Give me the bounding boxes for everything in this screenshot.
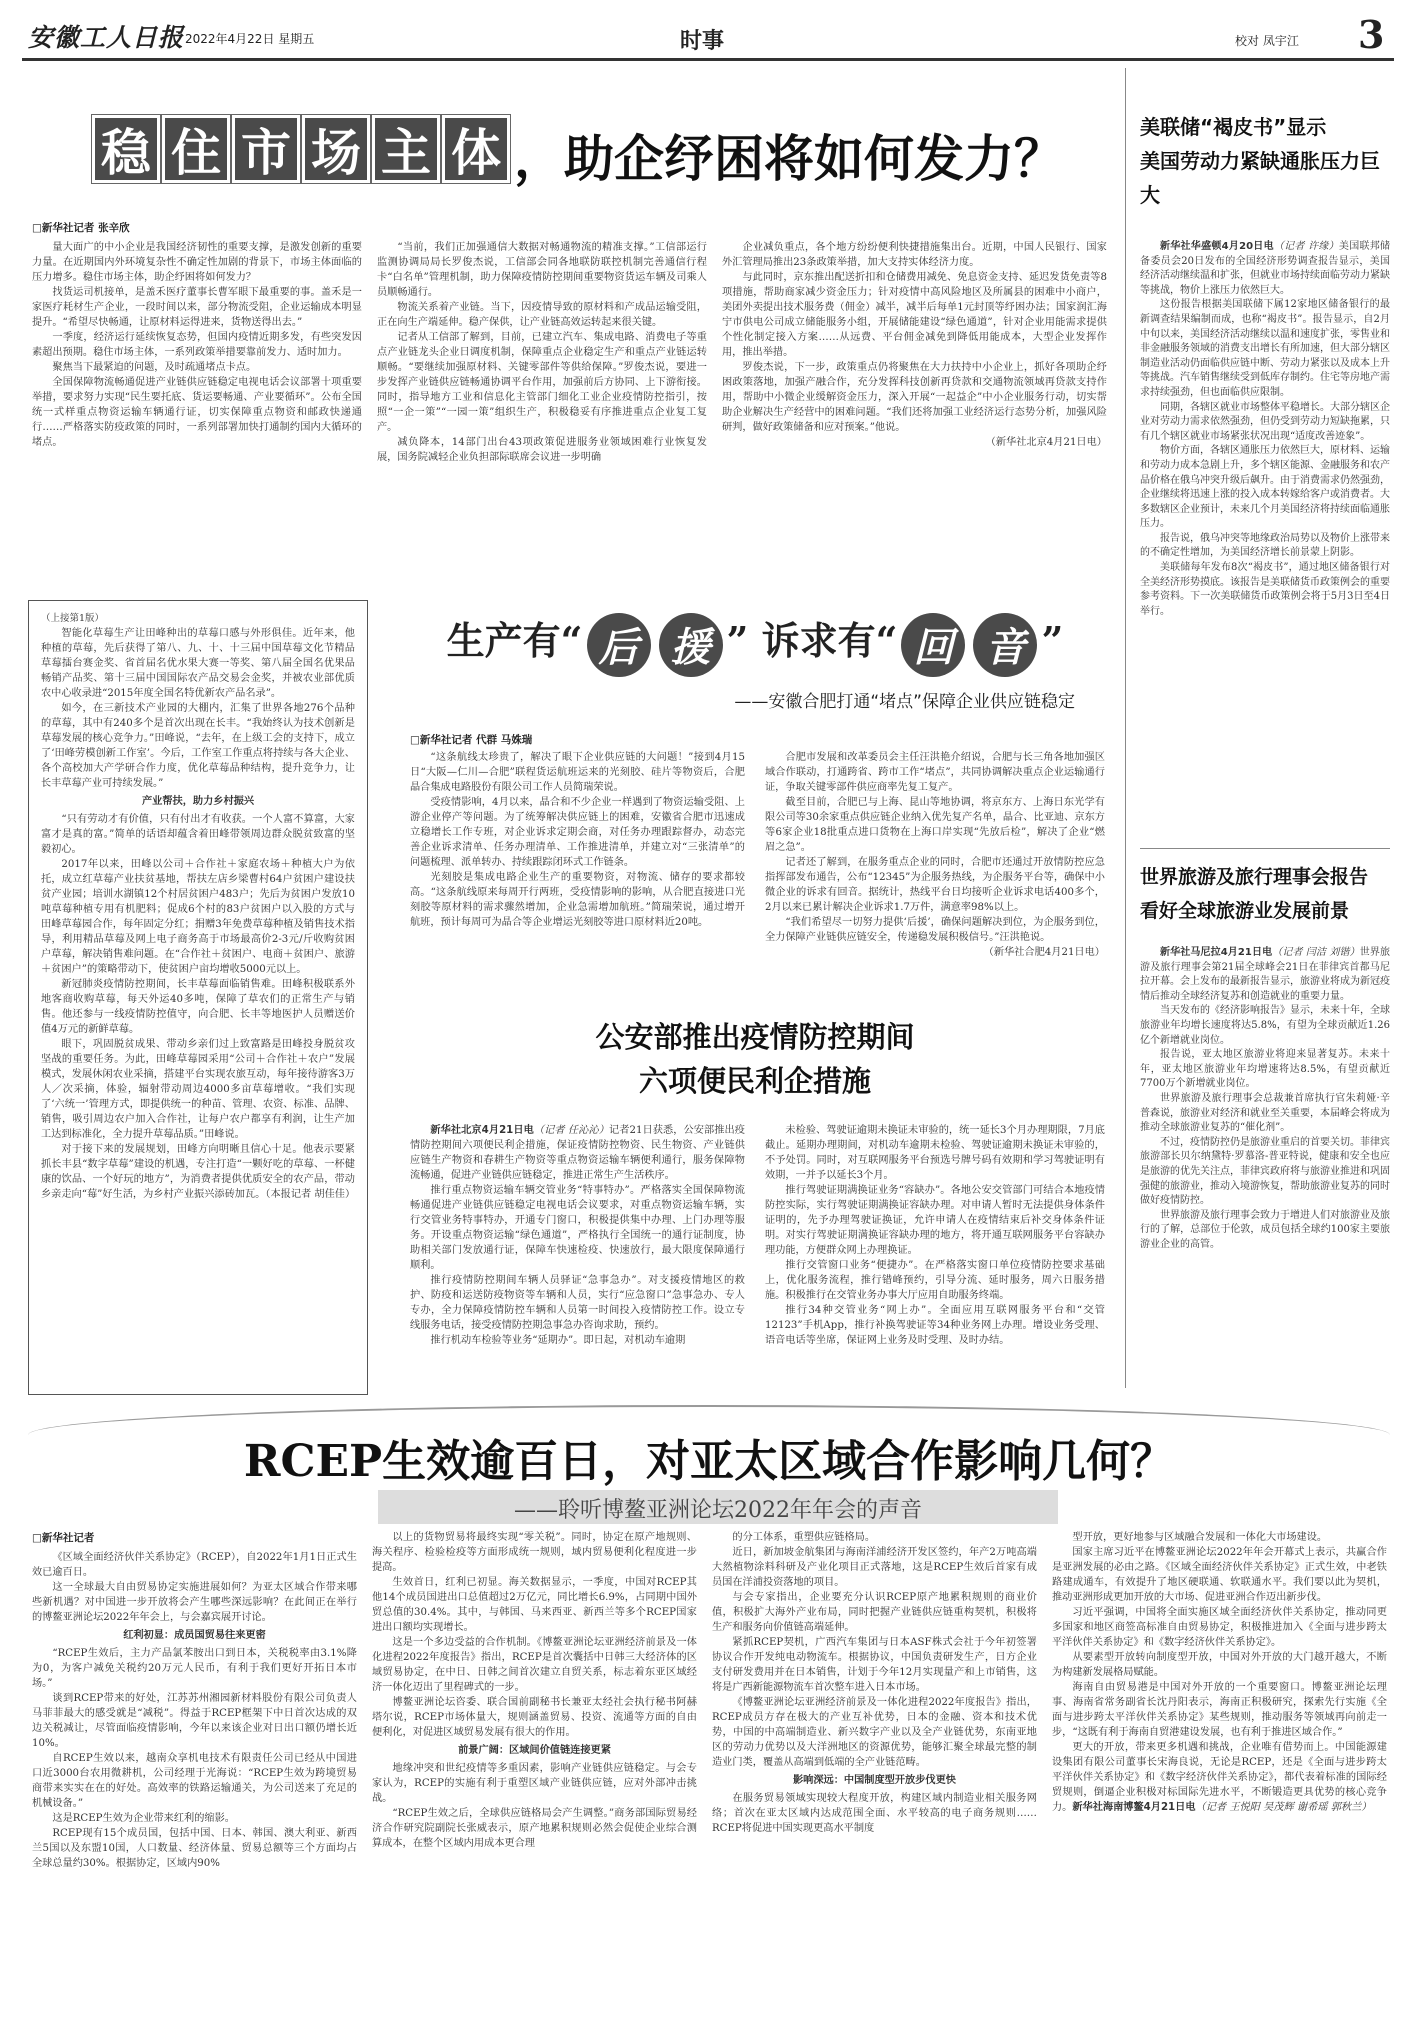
article-hefei-supply-chain: [395, 600, 1115, 1000]
column-divider: [1125, 68, 1126, 1388]
column-1: “这条航线太珍贵了，解决了眼下企业供应链的大问题！”接到4月15日“大阪—仁川—合肥”联程货运航班运来的光刻胶、硅片等物资后，合肥晶合集成电路股份有限公司工作人员简瑞荣说。 受疫情影响，4月以来，晶合和不少企业一样遇到了物资运输受阻、上游企业停产等问题。为了统筹解决供应链上的困难，安徽省合肥市迅速成立稳增长工作专班，对企业诉求定期会商，对任务办理跟踪督办，动态完善企业诉求清单、任务办理清单、工作推进清单，并建立对“三张清单”的问题梳理、派单转办、持续跟踪闭环式工作链条。 光刻胶是集成电路企业生产的重要物资，对物流、储存的要求都较高。“这条航线原来每周开行两班，受疫情影响的影响，从合肥直接进口光刻胶等原材料的需求骤然增加，企业急需增加航班。”简瑞荣说，通过增开航班，预计每周可为晶合等企业增运光刻胶等进口原材料近20吨。: [410, 752, 745, 928]
byline: □新华社记者 张辛欣: [32, 222, 130, 234]
article-world-tourism: [1140, 860, 1390, 1385]
title-box-2: 住: [162, 115, 230, 183]
issue-date: 2022年4月22日 星期五: [185, 32, 315, 46]
headline: 世界旅游及旅行理事会报告 看好全球旅游业发展前景: [1140, 866, 1369, 922]
headline: [32, 95, 1112, 195]
title-box-3: 市: [232, 115, 300, 183]
section-rule: [1140, 848, 1390, 849]
article-fed-beige-book: [1140, 110, 1390, 830]
article-body: 新华社马尼拉4月21日电（记者 闫洁 刘锴）世界旅游及旅行理事会第21届全球峰会21日在菲律宾首都马尼拉开幕。会上发布的最新报告显示，旅游业将成为新冠疫情后推动全球经济复苏和创造就业的重要力量。 当天发布的《经济影响报告》显示，未来十年，全球旅游业年均增长速度将达5.8%，有望为全球贡献近1.26亿个新增就业岗位。 报告说，亚太地区旅游业将迎来显著复苏。未来十年，亚太地区旅游业年均增速将达8.5%，有望贡献近7700万个新增就业岗位。 世界旅游及旅行理事会总裁兼首席执行官朱莉娅·辛普森说，旅游业对经济和就业至关重要，本届峰会将成为推动全球旅游业复苏的“催化剂”。 不过，疫情防控仍是旅游业重启的首要关切。菲律宾旅游部长贝尔纳黛特·罗慕洛-普亚特说，健康和安全也应是旅游的优先关注点，菲律宾政府将与旅游业推进和巩固强健的旅游业，推动入境游恢复，帮助旅游业复苏的同时做好疫情防控。 世界旅游及旅行理事会致力于增进人们对旅游业及旅行的了解，总部位于伦敦，成员包括全球约100家主要旅游业企业的高管。: [1140, 947, 1390, 1250]
circle-char-2: 援: [659, 613, 723, 677]
subheadline: ——安徽合肥打通“堵点”保障企业供应链稳定: [734, 691, 1075, 712]
rcep-banner: [28, 1395, 1390, 1525]
column-2: 合肥市发展和改革委员会主任汪洪艳介绍说，合肥与长三角各地加强区域合作联动，打通跨省、跨市工作“堵点”，共同协调解决重点企业运输通行证，争取关键零部件供应商率先复工复产。 截至目前，合肥已与上海、昆山等地协调，将京东方、上海日东光学有限公司等30余家重点供应链企业纳入优先复产名单，晶合、比亚迪、京东方等6家企业18批重点进口货物在上海口岸实现“先放后检”，解决了企业“燃眉之急”。 记者还了解到，在服务重点企业的同时，合肥市还通过开放情防控应急指挥部发布通告，公布“12345”为企服务热线，为企服务平台等，确保中小微企业的诉求有回音。据统计，热线平台日均接听企业诉求电话400多个，2月以来已累计解决企业诉求1.7万件，满意率98%以上。 “我们希望尽一切努力提供‘后援’，确保问题解决到位，为企服务到位，全力保障产业链供应链安全，传递稳发展积极信号。”汪洪艳说。 （新华社合肥4月21日电）: [765, 752, 1105, 958]
title-box-5: 主: [372, 115, 440, 183]
circle-char-1: 后: [587, 613, 651, 677]
newspaper-logo: 安徽工人日报: [28, 23, 185, 52]
article-body: （上接第1版） 智能化草莓生产让田峰种出的草莓口感与外形俱佳。近年来，他种植的草莓，先后获得了第八、九、十、十三届中国草莓文化节精品草莓擂台赛金奖、省首届名优水果大赛一等奖、第八届全国名优果品畅销产品奖、第十三届中国国际农产品交易会金奖，并被农业部优质农中心收录进“2015年度全国名特优新农产品名录”。 如今，在三新技术产业园的大棚内，汇集了世界各地276个品种的草莓，其中有240多个是首次出现在长丰。“我始终认为技术创新是草莓发展的核心竞争力。”田峰说，“去年，在上级工会的支持下，成立了‘田峰劳模创新工作室’。今后，工作室工作重点将持续与各大企业、各个高校加大产学研合作力度，优化草莓品种结构，提升竞争力，让长丰草莓产业可持续发展。” 产业帮扶，助力乡村振兴 “只有劳动才有价值，只有付出才有收获。一个人富不算富，大家富才是真的富。”简单的话语却蕴含着田峰带领周边群众脱贫致富的坚毅初心。 2017年以来，田峰以公司＋合作社＋家庭农场＋种植大户为依托，成立红草莓产业扶贫基地，帮扶左店乡梁曹村64户贫困户建设扶贫产业园；培训水湖镇12个村居贫困户483户；先后为贫困户发放10吨草莓种植专用有机肥料；促成6个村的83户贫困户以入股的方式与田峰草莓园合作，每年固定分红；捐赠3年免费草莓种植及销售技术指导，利用精品草莓及网上电子商务高于市场最高价2-3元/斤收购贫困户草莓，解决销售难问题。在“合作社＋贫困户、电商＋贫困户、旅游＋贫困户”的策略带动下，使贫困户亩均增收5000元以上。 新冠肺炎疫情防控期间，长丰草莓面临销售难。田峰积极联系外地客商收购草莓，每天外运40多吨，保障了草农们的正常生产与销售。他还参与一线疫情防控值守，向合肥、长丰等地医护人员赠送价值4万元的新鲜草莓。 眼下，巩固脱贫成果、带动乡亲们过上致富路是田峰投身脱贫攻坚战的重要任务。为此，田峰草莓园采用“公司＋合作社＋农户”发展模式，发展休闲农业采摘，搭建平台实现农旅互动，每年接待游客3万人／次采摘，体验，辐射带动周边4000多亩草莓增收。“我们实现了‘六统一’管理方式，即提供统一的种苗、管理、农资、标准、品牌、销售，吸引周边农户加入合作社，让每户农户都享有利润，让生产加工达到标准化，全力提升草莓品质。”田峰说。 对于接下来的发展规划，田峰方向明晰且信心十足。他表示要紧抓长丰县“数字草莓”建设的机遇，专注打造“一颗好吃的草莓、一杯健康的饮品、一个好玩的地方”，为消费者提供优质安全的农产品，带动乡亲走向“莓”好生活，为乡村产业振兴添砖加瓦。（本报记者 胡佳佳）: [41, 613, 355, 1200]
column-2: 以上的货物贸易将最终实现“零关税”。同时，协定在原产地规则、海关程序、检验检疫等方面形成统一规则，域内贸易便利化程度进一步提高。 生效首日，红利已初显。海关数据显示，一季度，中国对RCEP其他14个成员国进出口总值超过2万亿元，同比增长6.9%，占同期中国外贸总值的30.4%。其中，与韩国、马来西亚、新西兰等多个RCEP国家进出口额均实现增长。 这是一个多边受益的合作机制。《博鳌亚洲论坛亚洲经济前景及一体化进程2022年度报告》指出，RCEP是首次囊括中日韩三大经济体的区域贸易协定，在中日、日韩之间首次建立自贸关系，标志着东亚区域经济一体化迈出了里程碑式的一步。 博鳌亚洲论坛咨委、联合国前副秘书长兼亚太经社会执行秘书阿赫塔尔说，RCEP市场体量大，规则涵盖贸易、投资、流通等方面的自由便利化，对促进区域贸易发展有很大的作用。 前景广阔：区域间价值链连接更紧 地缘冲突和世纪疫情等多重因素，影响产业链供应链稳定。与会专家认为，RCEP的实施有利于重塑区域产业链供应链，应对外部冲击挑战。 “RCEP生效之后，全球供应链格局会产生调整。”商务部国际贸易经济合作研究院副院长张威表示，原产地累积规则必然会促使企业综合测算成本，在整个区域内用成本更合理: [372, 1532, 697, 1849]
article-rcep: [32, 1530, 1392, 2035]
subheadline: ——聆听博鳌亚洲论坛2022年年会的声音: [514, 1498, 922, 1523]
proofreader: 校对 凤宇江: [1235, 34, 1299, 48]
section-name: 时事: [680, 29, 725, 54]
column-1: 量大面广的中小企业是我国经济韧性的重要支撑，是激发创新的重要力量。在近期国内外环境复杂性不确定性加剧的背景下，市场主体面临的压力增多。稳住市场主体，助企纾困将如何发力？ 找货运司机接单，是盖禾医疗董事长曹军眼下最重要的事。盖禾是一家医疗耗材生产企业，一段时间以来，部分物流受阻，企业运输成本明显提升。“希望尽快畅通，让原材料运得进来，货物送得出去。” 一季度，经济运行延续恢复态势，但国内疫情近期多发，有些突发因素超出预期。稳住市场主体，一系列政策举措要靠前发力、适时加力。 聚焦当下最紧迫的问题，及时疏通堵点卡点。 全国保障物流畅通促进产业链供应链稳定电视电话会议部署十项重要举措，要求努力实现“民生要托底、货运要畅通、产业要循环”。公布全国统一式样重点物资运输车辆通行证，切实保障重点物资和邮政快递通行……严格落实防疫政策的同时，一系列部署加快打通制约国内大循环的堵点。: [32, 242, 362, 448]
article-strawberry-continued: [28, 600, 368, 1395]
headline: 公安部推出疫情防控期间 六项便民利企措施: [595, 1020, 915, 1098]
masthead-rule: [22, 58, 1394, 61]
column-1: 《区域全面经济伙伴关系协定》（RCEP），自2022年1月1日正式生效已逾百日。 这一全球最大自由贸易协定实施进展如何？为亚太区域合作带来哪些新机遇？对中国进一步开放将会产生哪些深远影响？在此间正在举行的博鳌亚洲论坛2022年年会上，与会嘉宾展开讨论。 红利初显：成员国贸易往来更密 “RCEP生效后，主力产品氯苯胺出口到日本，关税税率由3.1%降为0，为客户减免关税约20万元人民币，有利于我们更好开拓日本市场。” 谈到RCEP带来的好处，江苏苏州湘园新材料股份有限公司负责人马菲菲最大的感受就是“减税”。得益于RCEP框架下中日首次达成的双边关税减让，尽管面临疫情影响，今年以来该企业对日出口额仍增长近10%。 自RCEP生效以来，越南众享机电技术有限责任公司已经从中国进口近3000台农用微耕机，公司经理于光海说：“RCEP生效为跨境贸易商带来实实在在的好处。高效率的铁路运输通关，为公司送来了充足的机械设备。” 这是RCEP生效为企业带来红利的缩影。 RCEP现有15个成员国，包括中国、日本、韩国、澳大利亚、新西兰5国以及东盟10国，人口数量、经济体量、贸易总额等三个方面均占全球总量约30%。根据协定，区域内90%: [32, 1552, 357, 1869]
title-box-1: 稳: [92, 115, 160, 183]
headline: 生产有“ 后 援 ” 诉求有“ 回 音 ”: [395, 610, 1115, 677]
headline: RCEP生效逾百日，对亚太区域合作影响几何？: [243, 1436, 1175, 1487]
column-2: “当前，我们正加强通信大数据对畅通物流的精准支撑。”工信部运行监测协调局局长罗俊杰说，工信部会同各地联防联控机制完善通信行程卡“白名单”管理机制，助力保障疫情防控期间重要物资货运车辆及司乘人员顺畅通行。 物流关系着产业链。当下，因疫情导致的原材料和产成品运输受阻，正在向生产端延伸。稳产保供，让产业链高效运转起来很关键。 记者从工信部了解到，目前，已建立汽车、集成电路、消费电子等重点产业链龙头企业日调度机制，保障重点企业稳定生产和重点产业链运转顺畅。“要继续加强原材料、关键零部件等供给保障。”罗俊杰说，要进一步发挥产业链供应链畅通协调平台作用，加强前后方协同、上下游衔接。同时，指导地方工业和信息化主管部门细化工业企业疫情防控指引，按照“一企一策”“一园一策”组织生产，积极稳妥有序推进重点企业复工复产。 减负降本，14部门出台43项政策促进服务业领域困难行业恢复发展，国务院减轻企业负担部际联席会议进一步明确: [377, 242, 707, 463]
masthead: [0, 0, 1413, 60]
article-body: 新华社华盛顿4月20日电（记者 许缘）美国联邦储备委员会20日发布的全国经济形势调查报告显示，美国经济活动继续温和扩张，但就业市场持续面临劳动力紧缺等挑战，物价上涨压力依然巨大。 这份报告根据美国联储下属12家地区储备银行的最新调查结果编制而成，也称“褐皮书”。报告显示，自2月中旬以来，美国经济活动继续以温和速度扩张，零售业和非金融服务领域的消费支出增长有所加速，但大部分辖区制造业活动仍面临供应链中断、劳动力紧张以及成本上升等挑战。汽车销售继续受到低库存制约。住宅等房地产需求持续强劲，但也面临供应限制。 同期，各辖区就业市场整体平稳增长。大部分辖区企业对劳动力需求依然强劲，但仍受到劳动力短缺拖累，只有几个辖区就业市场紧张状况出现“适度改善迹象”。 物价方面，各辖区通胀压力依然巨大，原材料、运输和劳动力成本急剧上升，多个辖区能源、金融服务和农产品价格在俄乌冲突升级后飙升。由于消费需求仍然强劲，企业继续将迅速上涨的投入成本转嫁给客户或消费者。大多数辖区企业预计，未来几个月美国经济将持续面临通胀压力。 报告说，俄乌冲突等地缘政治局势以及物价上涨带来的不确定性增加，为美国经济增长前景蒙上阴影。 美联储每年发布8次“褐皮书”，通过地区储备银行对全美经济形势摸底。该报告是美联储货币政策例会的重要参考资料。下一次美联储货币政策例会将于5月3日至4日举行。: [1140, 241, 1390, 617]
column-2: 未检验、驾驶证逾期未换证未审验的，统一延长3个月办理期限，7月底截止。延期办理期间，对机动车逾期未检验、驾驶证逾期未换证未审验的，不予处罚。同时，对互联网服务平台预选号牌号码有效期和学习驾驶证明有效期，一并予以延长3个月。 推行驾驶证期满换证业务“容缺办”。各地公安交管部门可结合本地疫情防控实际，实行驾驶证期满换证容缺办理。对申请人暂时无法提供身体条件证明的，先予办理驾驶证换证，允许申请人在疫情结束后补交身体条件证明。对实行驾驶证期满换证容缺办理的地方，将开通互联网服务平台容缺办理功能，方便群众网上办理换证。 推行交管窗口业务“便捷办”。在严格落实窗口单位疫情防控要求基础上，优化服务流程，推行错峰预约，引导分流、延时服务，周六日服务措施。积极推行在交管业务办事大厅应用自助服务终端。 推行34种交管业务“网上办”。全面应用互联网服务平台和“交管12123”手机App，推行补换驾驶证等34种业务网上办理。增设业务受理、语音电话等坐席，保证网上业务及时受理、及时办结。: [765, 1125, 1105, 1346]
circle-char-4: 音: [973, 613, 1037, 677]
headline-rest: ，助企纾困将如何发力？: [514, 129, 1064, 188]
column-3: 企业减负重点，各个地方纷纷便利快捷措施集出台。近期，中国人民银行、国家外汇管理局推出23条政策举措，加大支持实体经济力度。 与此同时，京东推出配送折扣和仓储费用减免、免息资金支持、延迟发货免责等8项措施，帮助商家减少资金压力；针对疫情中高风险地区及所属县的困难中小商户，美团外卖提出技术服务费（佣金）减半，减半后每单1元封顶等纾困办法；国家润汇海宁市供电公司成立储能服务小组，开展储能建设“绿色通道”，针对企业用能需求提供个性化制定接入方案……从远费、平台佣金减免到降低用能成本，大型企业发挥作用，推出举措。 罗俊杰说，下一步，政策重点仍将聚焦在大力扶持中小企业上，抓好各项助企纾困政策落地，加强产融合作，充分发挥科技创新再贷款和交通物流领域再贷款支持作用，帮助中小微企业缓解资金压力，深入开展“一起益企”中小企业服务行动，切实帮助企业解决生产经营中的困难问题。“我们还将加强工业经济运行态势分析，加强风险研判，做好政策储备和应对预案。”他说。 （新华社北京4月21日电）: [722, 242, 1107, 448]
byline: □新华社记者 代群 马姝瑞: [410, 733, 533, 746]
title-box-4: 场: [302, 115, 370, 183]
byline: □新华社记者: [32, 1532, 95, 1544]
headline: 美联储“褐皮书”显示 美国劳动力紧缺通胀压力巨大: [1140, 115, 1380, 207]
circle-char-3: 回: [901, 613, 965, 677]
column-1: 新华社北京4月21日电（记者 任沁沁）记者21日获悉，公安部推出疫情防控期间六项便民利企措施，保证疫情防控物资、民生物资、产业链供应链生产物资和春耕生产物资等重点物资运输车辆便利通行，服务保障物流畅通，促进产业链供应链稳定，推进正常生产生活秩序。 推行重点物资运输车辆交管业务“特事特办”。严格落实全国保障物流畅通促进产业链供应链稳定电视电话会议要求，对重点物资运输车辆，实行交管业务特事特办，开通专门窗口，积极提供集中办理、上门办理等服务。开设重点物资运输“绿色通道”，严格执行全国统一的通行证制度，协助相关部门发放通行证，保障车快速检疫、快速放行，最大限度保障通行顺利。 推行疫情防控期间车辆人员驿证“急事急办”。对支援疫情地区的救护、防疫和运送防疫物资等车辆和人员，实行“应急窗口”急事急办、专人专办，全力保障疫情防控车辆和人员第一时间投入疫情防控工作。设立专线服务电话，接受疫情防控期急事急办咨询求助，预约。 推行机动车检验等业务“延期办”。即日起，对机动车逾期: [410, 1125, 745, 1346]
column-3: 的分工体系，重塑供应链格局。 近日，新加坡金航集团与海南洋浦经济开发区签约，年产2万吨高端大然植物涂料科研及产业化项目正式落地，这是RCEP生效后首家有成员国在洋浦投资落地的项目。 与会专家指出，企业要充分认识RCEP原产地累积规则的商业价值，积极扩大海外产业布局，同时把握产业链供应链重构契机，积极将生产和服务向价值链高端延伸。 紧抓RCEP契机，广西汽车集团与日本ASF株式会社于今年初签署协议合作开发纯电动物流车。根据协议，中国负责研发生产，日方企业支付研发费用并在日本销售，计划于今年12月实现量产和上市销售，这将是广西新能源物流车首次整车进入日本市场。 《博鳌亚洲论坛亚洲经济前景及一体化进程2022年度报告》指出，RCEP成员方存在极大的产业互补优势，日本的金融、资本和技术优势，中国的中高端制造业、新兴数字产业以及全产业链优势，东南亚地区的劳动力优势以及大洋洲地区的资源优势，能够汇聚全球最完整的制造业门类，覆盖从高端到低端的全产业链范畴。 影响深远：中国制度型开放步伐更快 在服务贸易领域实现较大程度开放，构建区域内制造业相关服务网络；首次在亚太区域内达成范围全面、水平较高的电子商务规则……RCEP将促进中国实现更高水平制度: [712, 1532, 1037, 1834]
page-number: 3: [1358, 12, 1385, 57]
title-box-6: 体: [442, 115, 510, 183]
article-police-measures: [395, 1015, 1115, 1395]
column-4: 型开放，更好地参与区域融合发展和一体化大市场建设。 国家主席习近平在博鳌亚洲论坛2022年年会开幕式上表示，共赢合作是亚洲发展的必由之路。《区域全面经济伙伴关系协定》正式生效，中老铁路建成通车，有效提升了地区硬联通、软联通水平。我们要以此为契机，推动亚洲形成更加开放的大市场、促进亚洲合作迈出新步伐。 习近平强调，中国将全面实施区域全面经济伙伴关系协定，推动同更多国家和地区商签高标准自由贸易协定，积极推进加入《全面与进步跨太平洋伙伴关系协定》和《数字经济伙伴关系协定》。 从要素型开放转向制度型开放，中国对外开放的大门越开越大，不断为构建新发展格局赋能。 海南自由贸易港是中国对外开放的一个重要窗口。博鳌亚洲论坛理事、海南省常务副省长沈丹阳表示，海南正积极研究，探索先行实施《全面与进步跨太平洋伙伴关系协定》某些规则，推动服务等领域再向前走一步，“这既有利于海南自贸港建设发展，也有利于推进区域合作。” 更大的开放，带来更多机遇和挑战，企业唯有借势而上。中国能源建设集团有限公司董事长宋海良说，无论是RCEP，还是《全面与进步跨太平洋伙伴关系协定》和《数字经济伙伴关系协定》，都代表着标准的国际经贸规则，倒逼企业积极对标国际先进水平，不断锻造更具优势的核心竞争力。新华社海南博鳌4月21日电（记者 王悦阳 吴茂辉 谢希瑶 郭秋兰）: [1052, 1532, 1387, 1813]
article-stabilize-market: [32, 95, 1112, 595]
